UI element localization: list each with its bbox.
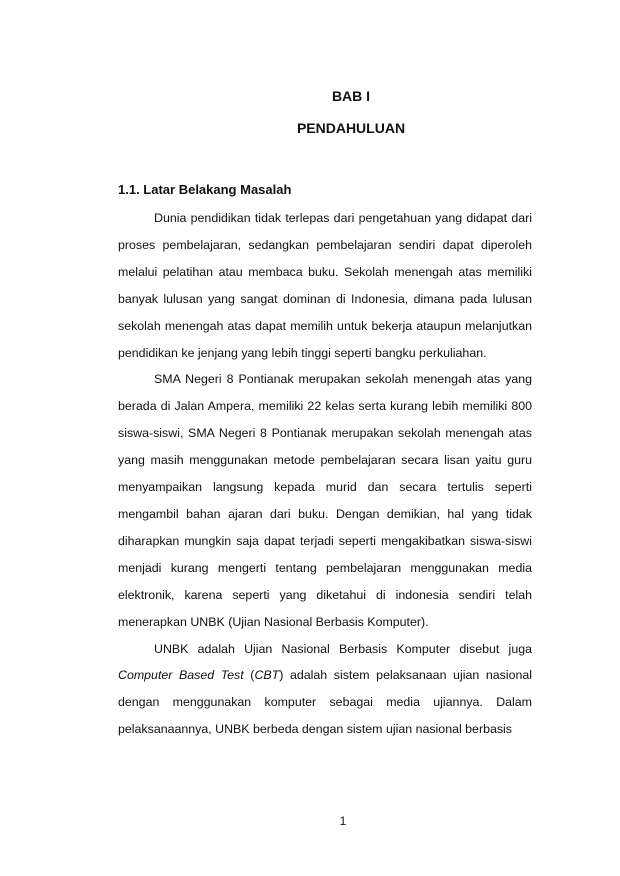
italic-term: Computer Based Test	[118, 668, 244, 683]
italic-abbreviation: CBT	[254, 668, 280, 683]
paragraph-text: )	[279, 668, 284, 683]
paragraph: SMA Negeri 8 Pontianak merupakan sekolah menengah atas yang berada di Jalan Ampera, memiliki 22 kelas serta kurang lebih memiliki 800 siswa-siswi, SMA Negeri 8 Pontianak merupakan sekolah menengah atas yang masih menggunakan metode pembelajaran secara lisan yaitu guru menyampaikan langsung kepada murid dan secara tertulis seperti mengambil bahan ajaran dari buku. Dengan demikian, hal yang tidak diharapkan mungkin saja dapat terjadi seperti mengakibatkan siswa-siswi menjadi kurang mengerti tentang pembelajaran menggunakan media elektronik, karena seperti yang diketahui di indonesia sendiri telah menerapkan UNBK (Ujian Nasional Berbasis Komputer).	[118, 372, 532, 629]
paragraph-text: UNBK adalah Ujian Nasional Berbasis Komputer disebut juga	[154, 641, 532, 656]
paragraph: Dunia pendidikan tidak terlepas dari pengetahuan yang didapat dari proses pembelajaran, sedangkan pembelajaran sendiri dapat diperoleh melalui pelatihan atau membaca buku. Sekolah menengah atas memiliki banyak lulusan yang sangat dominan di Indonesia, dimana pada lulusan sekolah menengah atas dapat memilih untuk bekerja ataupun melanjutkan pendidikan ke jenjang yang lebih tinggi seperti bangku perkuliahan.	[118, 211, 532, 360]
body-text	[118, 205, 532, 743]
paragraph-text: (	[243, 668, 255, 683]
chapter-title: PENDAHULUAN	[296, 120, 406, 136]
section-title: 1.1. Latar Belakang Masalah	[118, 182, 292, 197]
paragraph-text: adalah sistem pelaksanaan ujian nasional dengan menggunakan komputer sebagai media ujiannya. Dalam pelaksanaannya, UNBK berbeda dengan sistem ujian nasional berbasis	[118, 668, 532, 737]
chapter-number: BAB I	[331, 88, 371, 104]
page-number: 1	[339, 814, 347, 828]
paragraph	[118, 636, 532, 744]
